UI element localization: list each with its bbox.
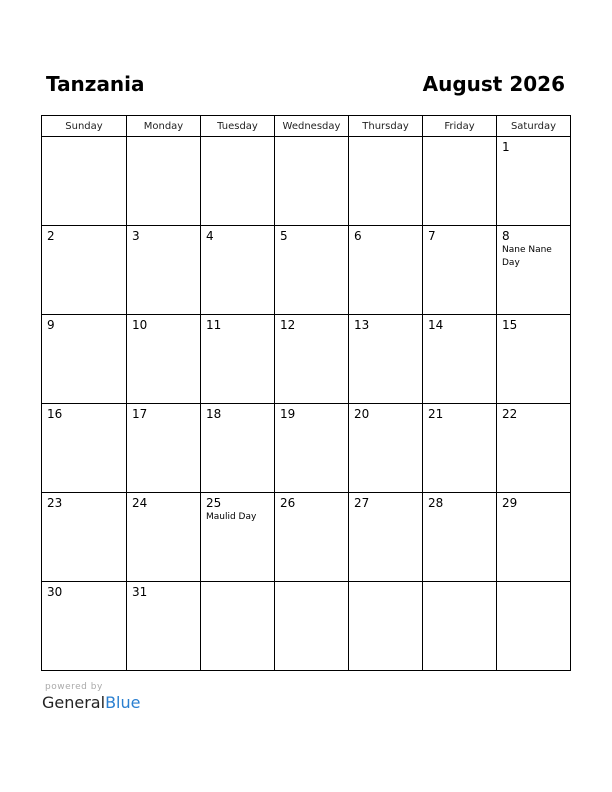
- empty-day-cell: [423, 582, 497, 671]
- day-number: 2: [47, 229, 55, 243]
- day-cell[interactable]: [42, 315, 127, 404]
- holiday-label: Maulid Day: [206, 512, 257, 522]
- day-cell[interactable]: [423, 315, 497, 404]
- day-cell[interactable]: [275, 493, 349, 582]
- week-row: [42, 404, 571, 493]
- day-number: 18: [206, 407, 222, 421]
- day-cell[interactable]: [275, 315, 349, 404]
- day-number: 5: [280, 229, 288, 243]
- empty-day-cell: [201, 582, 275, 671]
- day-cell[interactable]: [127, 226, 201, 315]
- day-cell[interactable]: [201, 315, 275, 404]
- day-number: 17: [132, 407, 148, 421]
- holiday-label: Nane Nane Day: [502, 245, 552, 268]
- empty-day-cell: [349, 137, 423, 226]
- weekday-header: Tuesday: [201, 116, 275, 137]
- empty-day-cell: [497, 582, 571, 671]
- weekday-header: Saturday: [497, 116, 571, 137]
- empty-day-cell: [349, 582, 423, 671]
- day-cell[interactable]: [349, 493, 423, 582]
- day-cell[interactable]: [423, 493, 497, 582]
- day-cell[interactable]: [127, 493, 201, 582]
- day-cell[interactable]: [127, 582, 201, 671]
- brand-logo[interactable]: [42, 693, 140, 713]
- powered-by-text: powered by: [45, 682, 103, 692]
- weekday-header: Sunday: [42, 116, 127, 137]
- day-number: 10: [132, 318, 148, 332]
- empty-day-cell: [127, 137, 201, 226]
- calendar-grid: [41, 115, 571, 671]
- weekday-header: Friday: [423, 116, 497, 137]
- day-cell[interactable]: [201, 226, 275, 315]
- day-cell[interactable]: [127, 315, 201, 404]
- day-cell[interactable]: [275, 404, 349, 493]
- day-cell[interactable]: [497, 226, 571, 315]
- empty-day-cell: [42, 137, 127, 226]
- calendar-body: [42, 137, 571, 671]
- day-cell[interactable]: [423, 404, 497, 493]
- day-number: 26: [280, 496, 296, 510]
- week-row: [42, 137, 571, 226]
- day-cell[interactable]: [349, 315, 423, 404]
- weekday-header-row: [42, 116, 571, 137]
- day-cell[interactable]: [497, 404, 571, 493]
- day-number: 21: [428, 407, 444, 421]
- day-number: 20: [354, 407, 370, 421]
- day-cell[interactable]: [42, 404, 127, 493]
- empty-day-cell: [201, 137, 275, 226]
- brand-general-text: General: [42, 693, 106, 712]
- day-number: 30: [47, 585, 63, 599]
- day-number: 24: [132, 496, 148, 510]
- day-number: 4: [206, 229, 214, 243]
- empty-day-cell: [275, 137, 349, 226]
- day-number: 28: [428, 496, 444, 510]
- day-number: 25: [206, 496, 222, 510]
- day-number: 7: [428, 229, 436, 243]
- day-number: 12: [280, 318, 296, 332]
- empty-day-cell: [275, 582, 349, 671]
- week-row: [42, 493, 571, 582]
- week-row: [42, 315, 571, 404]
- brand-blue-text: Blue: [105, 693, 141, 712]
- day-number: 11: [206, 318, 222, 332]
- day-number: 9: [47, 318, 55, 332]
- day-number: 13: [354, 318, 370, 332]
- day-cell[interactable]: [42, 226, 127, 315]
- day-cell[interactable]: [127, 404, 201, 493]
- day-cell[interactable]: [497, 315, 571, 404]
- weekday-header: Wednesday: [275, 116, 349, 137]
- week-row: [42, 582, 571, 671]
- day-number: 27: [354, 496, 370, 510]
- day-cell[interactable]: [42, 582, 127, 671]
- day-number: 23: [47, 496, 63, 510]
- day-cell[interactable]: [349, 404, 423, 493]
- day-number: 6: [354, 229, 362, 243]
- day-cell[interactable]: [201, 404, 275, 493]
- day-number: 3: [132, 229, 140, 243]
- day-cell[interactable]: [497, 493, 571, 582]
- week-row: [42, 226, 571, 315]
- day-number: 31: [132, 585, 148, 599]
- day-number: 15: [502, 318, 518, 332]
- weekday-header: Thursday: [349, 116, 423, 137]
- day-number: 1: [502, 140, 510, 154]
- day-number: 22: [502, 407, 518, 421]
- day-cell[interactable]: [423, 226, 497, 315]
- day-cell[interactable]: [349, 226, 423, 315]
- day-cell[interactable]: [275, 226, 349, 315]
- day-number: 19: [280, 407, 296, 421]
- weekday-header: Monday: [127, 116, 201, 137]
- day-number: 16: [47, 407, 63, 421]
- day-cell[interactable]: [42, 493, 127, 582]
- day-number: 8: [502, 229, 510, 243]
- country-title: Tanzania: [46, 72, 145, 96]
- day-cell[interactable]: [497, 137, 571, 226]
- day-number: 14: [428, 318, 444, 332]
- day-cell[interactable]: [201, 493, 275, 582]
- empty-day-cell: [423, 137, 497, 226]
- day-number: 29: [502, 496, 518, 510]
- month-year-title: August 2026: [422, 72, 565, 96]
